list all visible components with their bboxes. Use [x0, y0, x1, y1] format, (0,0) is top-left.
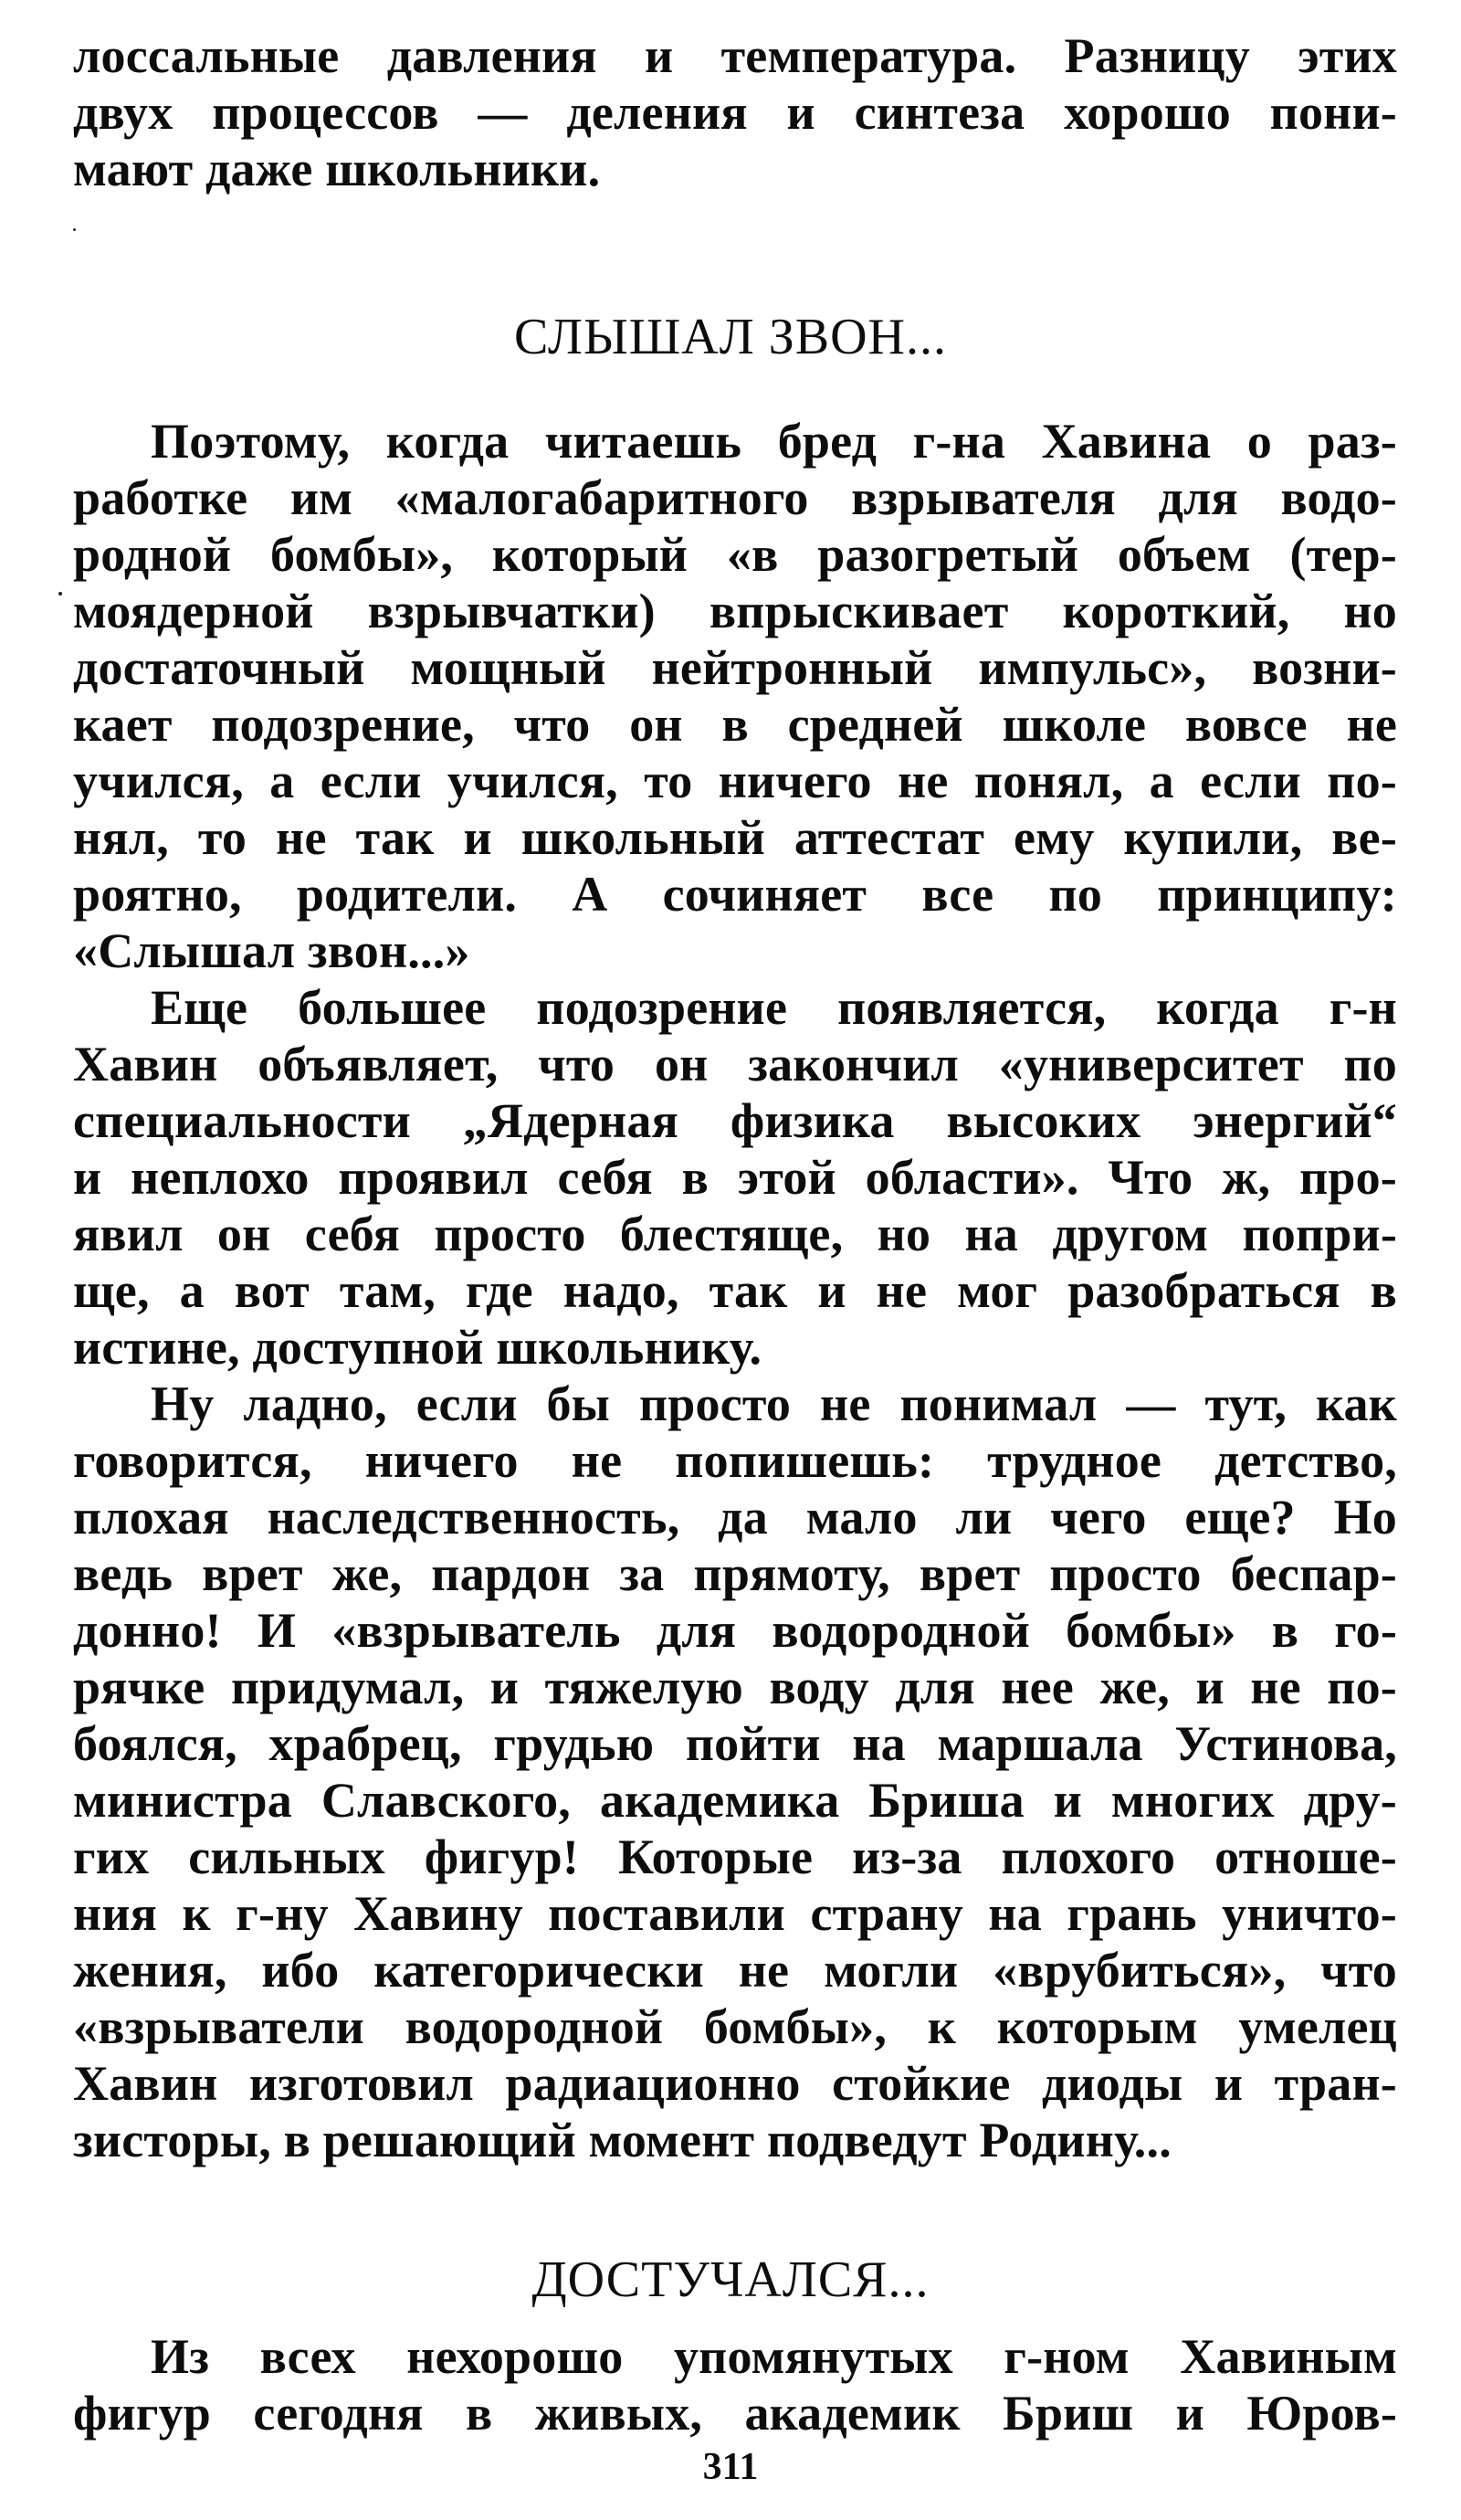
- text-line: ведь врет же, пардон за прямоту, врет просто беспар-: [73, 1546, 1397, 1601]
- text-line: жения, ибо категорически не могли «врубиться», что: [73, 1943, 1397, 1998]
- text-line: рячке придумал, и тяжелую воду для нее же, и не по-: [73, 1660, 1397, 1714]
- text-line: истине, доступной школьнику.: [73, 1320, 762, 1375]
- text-line: ния к г-ну Хавину поставили страну на грань уничто-: [73, 1886, 1397, 1941]
- scan-speck: [58, 592, 62, 596]
- text-line: Хавин изготовил радиационно стойкие диоды и тран-: [73, 2056, 1397, 2111]
- section-heading: ДОСТУЧАЛСЯ...: [531, 2251, 930, 2308]
- text-line: Поэтому, когда читаешь бред г-на Хавина о раз-: [151, 414, 1397, 469]
- text-line: Хавин объявляет, что он закончил «университет по: [73, 1037, 1397, 1091]
- text-line: «взрыватели водородной бомбы», к которым умелец: [73, 1999, 1397, 2054]
- text-line: мают даже школьники.: [73, 142, 601, 196]
- section-heading: СЛЫШАЛ ЗВОН...: [514, 309, 947, 365]
- text-line: Еще большее подозрение появляется, когда г-н: [151, 980, 1397, 1035]
- text-line: министра Славского, академика Бриша и многих дру-: [73, 1773, 1397, 1828]
- text-line: и неплохо проявил себя в этой области». Что ж, про-: [73, 1150, 1397, 1205]
- text-line: донно! И «взрыватель для водородной бомбы» в го-: [73, 1603, 1397, 1658]
- text-line: Ну ладно, если бы просто не понимал — тут, как: [151, 1376, 1397, 1431]
- text-line: двух процессов — деления и синтеза хорошо пони-: [73, 85, 1397, 140]
- text-line: явил он себя просто блестяще, но на другом попри-: [73, 1207, 1397, 1261]
- text-line: родной бомбы», который «в разогретый объем (тер-: [73, 527, 1397, 582]
- text-line: говорится, ничего не попишешь: трудное детство,: [73, 1433, 1397, 1488]
- text-line: боялся, храбрец, грудью пойти на маршала Устинова,: [73, 1716, 1397, 1771]
- text-line: ще, а вот там, где надо, так и не мог разобраться в: [73, 1263, 1397, 1318]
- text-line: работке им «малогабаритного взрывателя для водо-: [73, 470, 1397, 525]
- text-line: учился, а если учился, то ничего не понял, а если по-: [73, 754, 1397, 808]
- scan-speck: [73, 228, 76, 231]
- page-number: 311: [702, 2446, 759, 2488]
- text-line: нял, то не так и школьный аттестат ему купили, ве-: [73, 810, 1397, 865]
- text-line: фигур сегодня в живых, академик Бриш и Юров-: [73, 2386, 1397, 2441]
- text-line: кает подозрение, что он в средней школе вовсе не: [73, 697, 1397, 752]
- text-line: достаточный мощный нейтронный импульс», возни-: [73, 640, 1397, 695]
- text-line: Из всех нехорошо упомянутых г-ном Хавиным: [151, 2329, 1397, 2384]
- text-line: плохая наследственность, да мало ли чего еще? Но: [73, 1490, 1397, 1545]
- text-line: специальности „Ядерная физика высоких энергий“: [73, 1093, 1397, 1148]
- text-line: моядерной взрывчатки) впрыскивает короткий, но: [73, 584, 1397, 638]
- text-line: зисторы, в решающий момент подведут Родину...: [73, 2113, 1172, 2167]
- text-line: гих сильных фигур! Которые из-за плохого отноше-: [73, 1829, 1397, 1884]
- text-line: роятно, родители. А сочиняет все по принципу:: [73, 867, 1397, 922]
- text-line: «Слышал звон...»: [73, 923, 470, 978]
- text-line: лоссальные давления и температура. Разницу этих: [73, 28, 1397, 83]
